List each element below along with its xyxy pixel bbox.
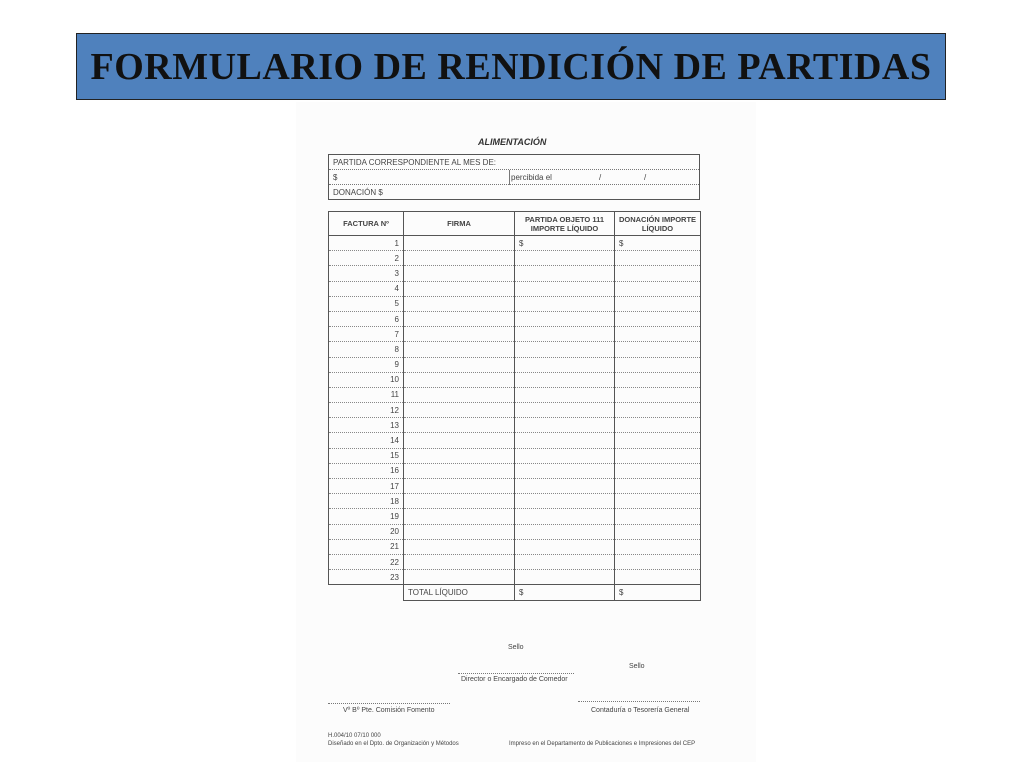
firma-cell: [404, 463, 515, 478]
header-row-amount: [329, 170, 699, 185]
col-header-firma: FIRMA: [404, 212, 515, 236]
director-label: Director o Encargado de Comedor: [461, 676, 568, 683]
factura-number: 3: [329, 266, 404, 281]
factura-number: 8: [329, 342, 404, 357]
partida-cell: [515, 539, 615, 554]
donacion-cell: [615, 281, 701, 296]
donacion-cell: $: [615, 236, 701, 251]
factura-number: 10: [329, 372, 404, 387]
partida-cell: [515, 327, 615, 342]
firma-cell: [404, 357, 515, 372]
table-header-row: [329, 212, 701, 236]
partida-cell: [515, 281, 615, 296]
firma-cell: [404, 539, 515, 554]
col-header-factura: FACTURA Nº: [329, 212, 404, 236]
table-row: [329, 251, 701, 266]
percibida-label: percibida el: [511, 173, 552, 182]
header-row-donacion: [329, 185, 699, 200]
donacion-cell: [615, 463, 701, 478]
firma-cell: [404, 342, 515, 357]
donacion-cell: [615, 509, 701, 524]
partida-cell: [515, 266, 615, 281]
donacion-cell: [615, 570, 701, 585]
factura-number: 13: [329, 418, 404, 433]
partida-label: PARTIDA CORRESPONDIENTE AL MES DE:: [333, 158, 496, 167]
header-row-partida: [329, 155, 699, 170]
slide-title: FORMULARIO DE RENDICIÓN DE PARTIDAS: [90, 45, 932, 88]
factura-number: 22: [329, 554, 404, 569]
partida-cell: [515, 357, 615, 372]
table-row: [329, 342, 701, 357]
donacion-cell: [615, 296, 701, 311]
impreso-note: Impreso en el Departamento de Publicaciones e Impresiones del CEP: [509, 741, 696, 747]
table-row: [329, 524, 701, 539]
table-row: [329, 463, 701, 478]
donacion-cell: [615, 433, 701, 448]
factura-number: 18: [329, 494, 404, 509]
partida-cell: $: [515, 236, 615, 251]
rendicion-table: [328, 211, 701, 601]
partida-cell: [515, 479, 615, 494]
firma-cell: [404, 433, 515, 448]
disenado-note: Diseñado en el Dpto. de Organización y Métodos: [328, 741, 459, 747]
table-row: [329, 539, 701, 554]
table-row: [329, 433, 701, 448]
firma-cell: [404, 387, 515, 402]
factura-number: 23: [329, 570, 404, 585]
factura-number: 21: [329, 539, 404, 554]
partida-cell: [515, 554, 615, 569]
donacion-cell: [615, 418, 701, 433]
firma-cell: [404, 418, 515, 433]
donacion-cell: [615, 327, 701, 342]
table-row: [329, 387, 701, 402]
donacion-cell: [615, 448, 701, 463]
factura-number: 6: [329, 311, 404, 326]
vb-signature-line: [328, 703, 450, 704]
donacion-cell: [615, 311, 701, 326]
amount-divider: [509, 170, 510, 185]
firma-cell: [404, 311, 515, 326]
partida-cell: [515, 570, 615, 585]
partida-cell: [515, 509, 615, 524]
partida-cell: [515, 296, 615, 311]
total-partida: $: [515, 585, 615, 601]
col-header-donacion: DONACIÓN IMPORTE LÍQUIDO: [615, 212, 701, 236]
slide-title-banner: [76, 33, 946, 100]
factura-number: 19: [329, 509, 404, 524]
partida-cell: [515, 342, 615, 357]
factura-number: 7: [329, 327, 404, 342]
partida-cell: [515, 418, 615, 433]
donacion-cell: [615, 403, 701, 418]
total-spacer: [329, 585, 404, 601]
date-separator-1: /: [599, 173, 602, 182]
firma-cell: [404, 479, 515, 494]
donacion-cell: [615, 342, 701, 357]
total-row: [329, 585, 701, 601]
director-signature-line: [458, 673, 574, 674]
donacion-cell: [615, 372, 701, 387]
donacion-cell: [615, 357, 701, 372]
col-header-partida: PARTIDA OBJETO 111 IMPORTE LÍQUIDO: [515, 212, 615, 236]
table-row: [329, 311, 701, 326]
contaduria-signature-line: [578, 701, 700, 702]
partida-cell: [515, 463, 615, 478]
table-row: [329, 448, 701, 463]
table-row: [329, 296, 701, 311]
total-donacion: $: [615, 585, 701, 601]
firma-cell: [404, 403, 515, 418]
partida-cell: [515, 448, 615, 463]
partida-cell: [515, 403, 615, 418]
partida-cell: [515, 387, 615, 402]
partida-cell: [515, 251, 615, 266]
table-row: [329, 418, 701, 433]
factura-number: 5: [329, 296, 404, 311]
factura-number: 1: [329, 236, 404, 251]
amount-label: $: [333, 173, 338, 182]
sello-label-2: Sello: [629, 663, 645, 670]
firma-cell: [404, 494, 515, 509]
factura-number: 16: [329, 463, 404, 478]
firma-cell: [404, 372, 515, 387]
partida-cell: [515, 311, 615, 326]
total-label: TOTAL LÍQUIDO: [404, 585, 515, 601]
firma-cell: [404, 251, 515, 266]
firma-cell: [404, 524, 515, 539]
factura-number: 15: [329, 448, 404, 463]
table-row: [329, 554, 701, 569]
table-row: [329, 494, 701, 509]
factura-number: 14: [329, 433, 404, 448]
factura-number: 12: [329, 403, 404, 418]
factura-number: 20: [329, 524, 404, 539]
table-row: [329, 266, 701, 281]
sello-label-1: Sello: [508, 644, 524, 651]
table-row: [329, 281, 701, 296]
factura-number: 2: [329, 251, 404, 266]
donacion-cell: [615, 524, 701, 539]
factura-number: 9: [329, 357, 404, 372]
donacion-cell: [615, 251, 701, 266]
form-header-box: [328, 154, 700, 200]
donacion-cell: [615, 479, 701, 494]
partida-cell: [515, 433, 615, 448]
firma-cell: [404, 554, 515, 569]
table-row: [329, 403, 701, 418]
partida-cell: [515, 494, 615, 509]
partida-cell: [515, 372, 615, 387]
donacion-cell: [615, 554, 701, 569]
firma-cell: [404, 570, 515, 585]
table-row: [329, 479, 701, 494]
form-code: H.004/10 07/10 000: [328, 733, 381, 739]
table-row: [329, 570, 701, 585]
firma-cell: [404, 236, 515, 251]
firma-cell: [404, 281, 515, 296]
donacion-label: DONACIÓN $: [333, 188, 383, 197]
donacion-cell: [615, 494, 701, 509]
factura-number: 17: [329, 479, 404, 494]
form-title: ALIMENTACIÓN: [478, 137, 547, 147]
date-separator-2: /: [644, 173, 647, 182]
firma-cell: [404, 266, 515, 281]
donacion-cell: [615, 266, 701, 281]
table-row: [329, 509, 701, 524]
table-row: [329, 236, 701, 251]
factura-number: 4: [329, 281, 404, 296]
donacion-cell: [615, 387, 701, 402]
table-row: [329, 327, 701, 342]
table-row: [329, 357, 701, 372]
contaduria-label: Contaduría o Tesorería General: [591, 707, 690, 714]
donacion-cell: [615, 539, 701, 554]
firma-cell: [404, 448, 515, 463]
firma-cell: [404, 296, 515, 311]
firma-cell: [404, 327, 515, 342]
table-row: [329, 372, 701, 387]
firma-cell: [404, 509, 515, 524]
vb-label: Vº Bº Pte. Comisión Fomento: [343, 707, 435, 714]
partida-cell: [515, 524, 615, 539]
factura-number: 11: [329, 387, 404, 402]
